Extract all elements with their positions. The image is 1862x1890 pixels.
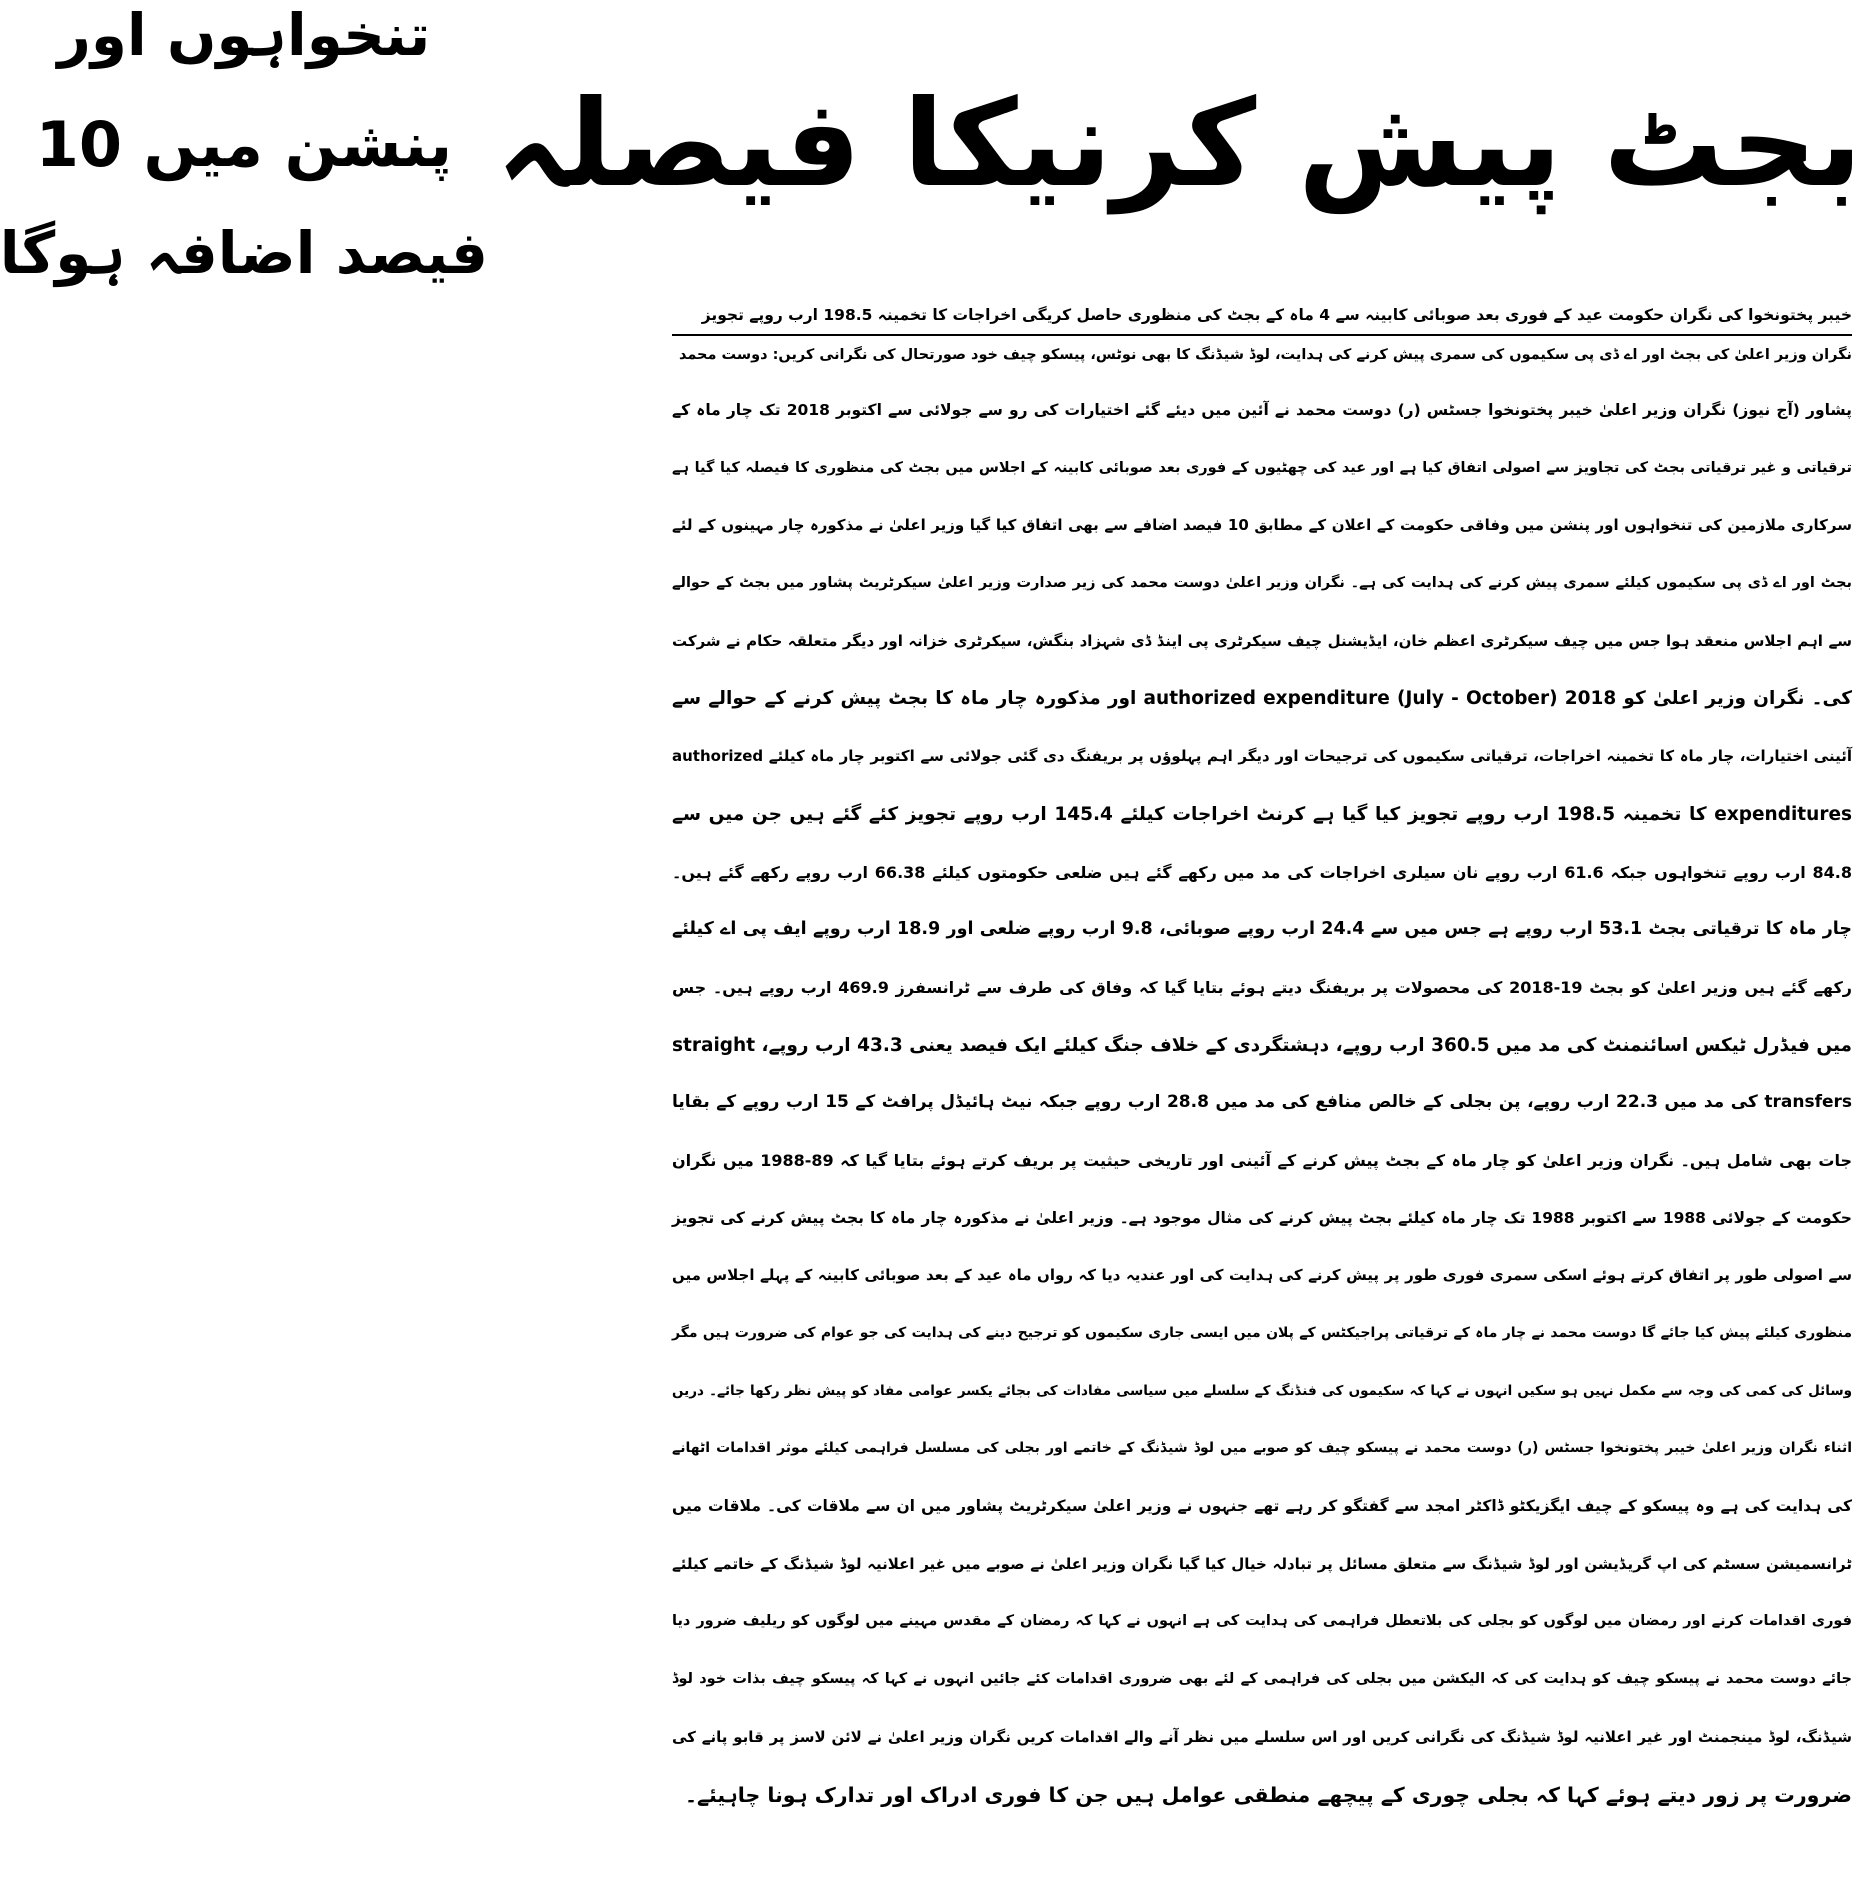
side-headline-line: تنخواہوں اور <box>57 1 431 69</box>
article-line: ترقیاتی و غیر ترقیاتی بجٹ کی تجاویز سے اصولی اتفاق کیا ہے اور عید کی چھٹیوں کے فوری بعد صوبائی کابینہ کے اجلاس میں بجٹ کی منظوری کا فیصلہ کیا گیا ہے <box>672 459 1852 476</box>
article-line: 84.8 ارب روپے تنخواہوں جبکہ 61.6 ارب روپے نان سیلری اخراجات کی مد میں رکھے گئے ہیں ضلعی حکومتوں کیلئے 66.38 ارب روپے رکھے گئے ہیں۔ <box>672 862 1852 882</box>
article-line: سے اصولی طور پر اتفاق کرتے ہوئے اسکی سمری فوری طور پر پیش کرنے کی ہدایت کی اور عندیہ دیا کہ رواں ماہ عید کے بعد صوبائی کابینہ کے پہلے اجلاس میں <box>672 1266 1852 1285</box>
headline-block <box>0 0 1862 290</box>
article-line: کی ہدایت کی ہے وہ پیسکو کے چیف ایگزیکٹو ڈاکٹر امجد سے گفتگو کر رہے تھے جنہوں نے وزیر اعلیٰ سیکرٹریٹ پشاور میں ان سے ملاقات کی۔ ملاقات میں <box>672 1497 1852 1516</box>
article-line: پشاور (آج نیوز) نگران وزیر اعلیٰ خیبر پختونخوا جسٹس (ر) دوست محمد نے آئین میں دیئے گئے اختیارات کی رو سے جولائی سے اکتوبر 2018 تک چار ماہ کے <box>672 401 1852 419</box>
article-line: اثناء نگران وزیر اعلیٰ خیبر پختونخوا جسٹس (ر) دوست محمد نے پیسکو چیف کو صوبے میں لوڈ شیڈنگ کے خاتمے اور بجلی کی مسلسل فراہمی کیلئے موثر اقدامات اٹھانے <box>672 1440 1852 1457</box>
subheadline: خیبر پختونخوا کی نگران حکومت عید کے فوری بعد صوبائی کابینہ سے 4 ماہ کے بجٹ کی منظوری حاصل کریگی اخراجات کا تخمینہ 198.5 ارب روپے تجویز <box>672 296 1852 336</box>
article-body <box>672 382 1852 1882</box>
main-headline: بجٹ پیش کرنیکا فیصلہ <box>496 75 1862 214</box>
article-line: آئینی اختیارات، چار ماہ کا تخمینہ اخراجات، ترقیاتی سکیموں کی ترجیحات اور دیگر اہم پہلوؤں پر بریفنگ دی گئی جولائی سے اکتوبر چار ماہ کیلئے authorized <box>672 747 1852 766</box>
article-line: رکھے گئے ہیں وزیر اعلیٰ کو بجٹ 19-2018 کی محصولات پر بریفنگ دیتے ہوئے بتایا گیا کہ وفاق کی طرف سے ٹرانسفرز 469.9 ارب روپے ہیں۔ جس <box>672 977 1853 997</box>
article-line: ٹرانسمیشن سسٹم کی اپ گریڈیشن اور لوڈ شیڈنگ سے متعلق مسائل پر تبادلہ خیال کیا گیا نگران وزیر اعلیٰ نے صوبے میں غیر اعلانیہ لوڈ شیڈنگ کے خاتمے کیلئے <box>672 1554 1852 1573</box>
article-line: وسائل کی کمی کی وجہ سے مکمل نہیں ہو سکیں انہوں نے کہا کہ سکیموں کی فنڈنگ کے سلسلے میں سیاسی مفادات کی بجائے یکسر عوامی مفاد کو پیش نظر رکھا جائے۔ دریں <box>672 1382 1852 1399</box>
article-line: شیڈنگ، لوڈ مینجمنٹ اور غیر اعلانیہ لوڈ شیڈنگ کی نگرانی کریں اور اس سلسلے میں نظر آنے والے اقدامات کریں نگران وزیر اعلیٰ نے لائن لاسز پر قابو پانے کی <box>672 1727 1852 1746</box>
article-line: expenditures کا تخمینہ 198.5 ارب روپے تجویز کیا گیا ہے کرنٹ اخراجات کیلئے 145.4 ارب روپے تجویز کئے گئے ہیں جن میں سے <box>672 803 1853 825</box>
article-line: سرکاری ملازمین کی تنخواہوں اور پنشن میں وفاقی حکومت کے اعلان کے مطابق 10 فیصد اضافے سے بھی اتفاق کیا گیا وزیر اعلیٰ نے مذکورہ چار مہینوں کے لئے <box>672 516 1852 535</box>
side-headline <box>0 0 488 290</box>
article-line: منظوری کیلئے پیش کیا جائے گا دوست محمد نے چار ماہ کے ترقیاتی پراجیکٹس کے پلان میں ایسی جاری سکیموں کو ترجیح دینے کی ہدایت کی جو عوام کی ضرورت ہیں مگر <box>672 1325 1852 1341</box>
subheadlines <box>672 296 1852 374</box>
side-headline-line: پنشن میں 10 <box>35 107 453 181</box>
article-line: بجٹ اور اے ڈی پی سکیموں کیلئے سمری پیش کرنے کی ہدایت کی ہے۔ نگران وزیر اعلیٰ دوست محمد کی زیر صدارت وزیر اعلیٰ سیکرٹریٹ پشاور میں بجٹ کے حوالے <box>672 575 1852 592</box>
article-line: فوری اقدامات کرنے اور رمضان میں لوگوں کو بجلی کی بلاتعطل فراہمی کی ہدایت کی ہے انہوں نے کہا کہ رمضان کے مقدس مہینے میں لوگوں کو ریلیف ضرور دیا <box>672 1613 1852 1630</box>
article-line: حکومت کے جولائی 1988 سے اکتوبر 1988 تک چار ماہ کیلئے بجٹ پیش کرنے کی مثال موجود ہے۔ وزیر اعلیٰ نے مذکورہ چار ماہ کا بجٹ پیش کرنے کی تجویز <box>672 1208 1852 1227</box>
subheadline: نگران وزیر اعلیٰ کی بجٹ اور اے ڈی پی سکیموں کی سمری پیش کرنے کی ہدایت، لوڈ شیڈنگ کا بھی نوٹس، پیسکو چیف خود صورتحال کی نگرانی کریں: دوست محمد <box>678 347 1852 363</box>
article-line: جائے دوست محمد نے پیسکو چیف کو ہدایت کی کہ الیکشن میں بجلی کی فراہمی کے لئے بھی ضروری اقدامات کئے جائیں انہوں نے کہا کہ پیسکو چیف بذات خود لوڈ <box>672 1671 1852 1688</box>
article-line: کی۔ نگران وزیر اعلیٰ کو 2018 authorized expenditure (July - October) اور مذکورہ چار ماہ کا بجٹ پیش کرنے کے حوالے سے <box>672 688 1852 710</box>
article-line: transfers کی مد میں 22.3 ارب روپے، پن بجلی کے خالص منافع کی مد میں 28.8 ارب روپے جبکہ نیٹ ہائیڈل پرافٹ کے 15 ارب روپے کے بقایا <box>672 1092 1852 1113</box>
article-line: سے اہم اجلاس منعقد ہوا جس میں چیف سیکرٹری اعظم خان، ایڈیشنل چیف سیکرٹری پی اینڈ ڈی شہزاد بنگش، سیکرٹری خزانہ اور دیگر متعلقہ حکام نے شرکت <box>672 631 1852 650</box>
article-line: ضرورت پر زور دیتے ہوئے کہا کہ بجلی چوری کے پیچھے منطقی عوامل ہیں جن کا فوری ادراک اور تدارک ہونا چاہیئے۔ <box>685 1782 1852 1807</box>
side-headline-line: فیصد اضافہ ہوگا <box>0 219 488 288</box>
article-line: جات بھی شامل ہیں۔ نگران وزیر اعلیٰ کو چار ماہ کے بجٹ پیش کرنے کے آئینی اور تاریخی حیثیت پر بریف کرتے ہوئے بتایا گیا کہ 89-1988 میں نگران <box>672 1150 1853 1170</box>
article-line: میں فیڈرل ٹیکس اسائنمنٹ کی مد میں 360.5 ارب روپے، دہشتگردی کے خلاف جنگ کیلئے ایک فیصد یعنی 43.3 ارب روپے، straight <box>672 1034 1852 1056</box>
article-line: چار ماہ کا ترقیاتی بجٹ 53.1 ارب روپے ہے جس میں سے 24.4 ارب روپے صوبائی، 9.8 ارب روپے ضلعی اور 18.9 ارب روپے ایف پی اے کیلئے <box>672 919 1852 940</box>
